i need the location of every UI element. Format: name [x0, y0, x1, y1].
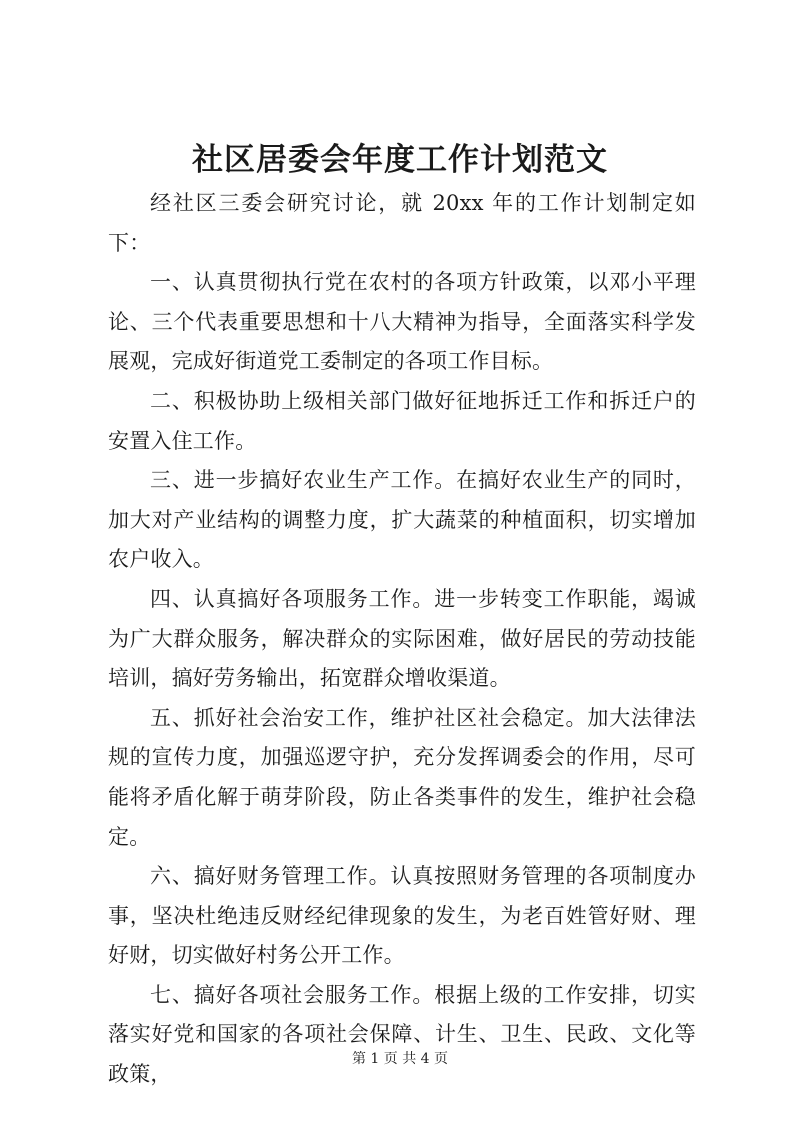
paragraph-item-5: 五、抓好社会治安工作，维护社区社会稳定。加大法律法规的宣传力度，加强巡逻守护，充分发挥调委会的作用，尽可能将矛盾化解于萌芽阶段，防止各类事件的发生，维护社会稳定。: [108, 705, 696, 849]
page-number-footer: 第 1 页 共 4 页: [351, 1051, 449, 1067]
paragraph-intro: 经社区三委会研究讨论，就 20xx 年的工作计划制定如下：: [108, 191, 696, 255]
paragraph-item-1: 一、认真贯彻执行党在农村的各项方针政策，以邓小平理论、三个代表重要思想和十八大精神为指导，全面落实科学发展观，完成好街道党工委制定的各项工作目标。: [108, 270, 696, 374]
paragraph-item-7: 七、搞好各项社会服务工作。根据上级的工作安排，切实落实好党和国家的各项社会保障、计生、卫生、民政、文化等政策，: [108, 982, 696, 1087]
paragraph-item-2: 二、积极协助上级相关部门做好征地拆迁工作和拆迁户的安置入住工作。: [108, 388, 696, 453]
document-body: [108, 184, 696, 1095]
document-title: 社区居委会年度工作计划范文: [192, 142, 608, 178]
paragraph-item-6: 六、搞好财务管理工作。认真按照财务管理的各项制度办事，坚决杜绝违反财经纪律现象的发生，为老百姓管好财、理好财，切实做好村务公开工作。: [108, 864, 696, 968]
paragraph-item-4: 四、认真搞好各项服务工作。进一步转变工作职能，竭诚为广大群众服务，解决群众的实际困难，做好居民的劳动技能培训，搞好劳务输出，拓宽群众增收渠道。: [108, 586, 696, 691]
paragraph-item-3: 三、进一步搞好农业生产工作。在搞好农业生产的同时，加大对产业结构的调整力度，扩大蔬菜的种植面积，切实增加农户收入。: [108, 468, 696, 572]
